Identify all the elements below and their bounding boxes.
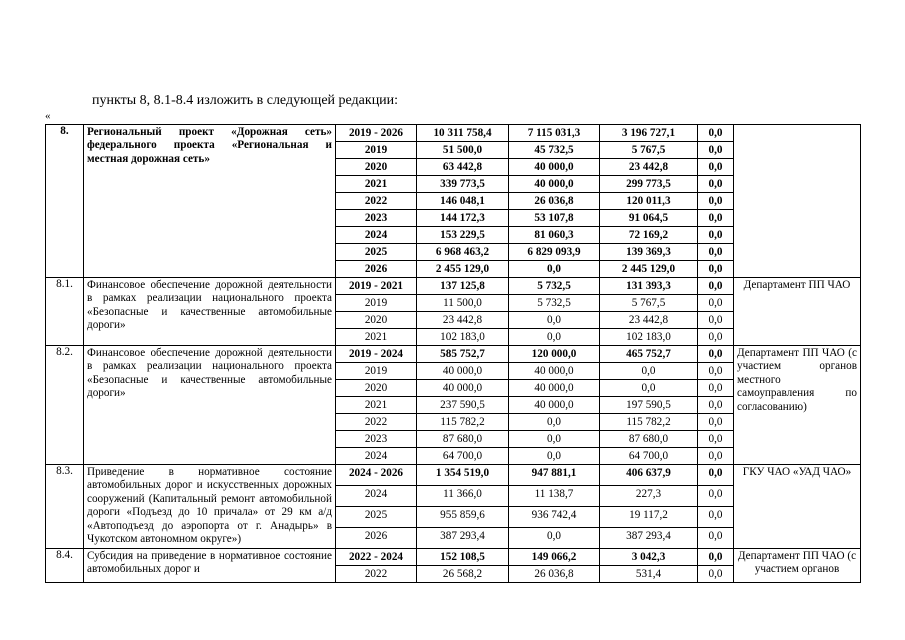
regional-cell: 5 767,5 <box>600 295 698 312</box>
other-cell: 0,0 <box>698 261 734 278</box>
total-cell: 87 680,0 <box>417 431 509 448</box>
period-cell: 2022 - 2024 <box>336 548 417 565</box>
other-cell: 0,0 <box>698 295 734 312</box>
other-cell: 0,0 <box>698 159 734 176</box>
other-cell: 0,0 <box>698 346 734 363</box>
total-cell: 23 442,8 <box>417 312 509 329</box>
regional-cell: 23 442,8 <box>600 159 698 176</box>
period-cell: 2024 - 2026 <box>336 465 417 486</box>
total-cell: 237 590,5 <box>417 397 509 414</box>
period-cell: 2021 <box>336 397 417 414</box>
federal-cell: 26 036,8 <box>509 193 600 210</box>
item-name: Приведение в нормативное состояние автомобильных дорог и искусственных дорожных сооружений (Капитальный ремонт автомобильной дороги «Подъезд до 10 причала» от 29 км а/д «Автоподъезд до аэропорта от г. Анадырь» в Чукотском автономном округе») <box>84 465 336 549</box>
table-row <box>46 278 861 295</box>
total-cell: 585 752,7 <box>417 346 509 363</box>
table-row <box>46 548 861 565</box>
period-cell: 2024 <box>336 448 417 465</box>
federal-cell: 40 000,0 <box>509 397 600 414</box>
intro-text: пункты 8, 8.1-8.4 изложить в следующей редакции: <box>92 93 399 108</box>
total-cell: 2 455 129,0 <box>417 261 509 278</box>
federal-cell: 0,0 <box>509 329 600 346</box>
federal-cell: 45 732,5 <box>509 142 600 159</box>
period-cell: 2020 <box>336 159 417 176</box>
item-number: 8.3. <box>46 465 84 549</box>
total-cell: 955 859,6 <box>417 506 509 527</box>
federal-cell: 149 066,2 <box>509 548 600 565</box>
regional-cell: 0,0 <box>600 363 698 380</box>
period-cell: 2022 <box>336 414 417 431</box>
federal-cell: 81 060,3 <box>509 227 600 244</box>
federal-cell: 0,0 <box>509 414 600 431</box>
federal-cell: 6 829 093,9 <box>509 244 600 261</box>
period-cell: 2023 <box>336 210 417 227</box>
period-cell: 2023 <box>336 431 417 448</box>
other-cell: 0,0 <box>698 485 734 506</box>
period-cell: 2021 <box>336 329 417 346</box>
total-cell: 115 782,2 <box>417 414 509 431</box>
federal-cell: 936 742,4 <box>509 506 600 527</box>
regional-cell: 5 767,5 <box>600 142 698 159</box>
total-cell: 102 183,0 <box>417 329 509 346</box>
federal-cell: 0,0 <box>509 261 600 278</box>
item-number: 8.1. <box>46 278 84 346</box>
period-cell: 2025 <box>336 506 417 527</box>
responsible-executor: Департамент ПП ЧАО (с участием органов местного самоуправления по согласованию) <box>734 346 861 465</box>
item-name: Финансовое обеспечение дорожной деятельности в рамках реализации национального проекта «Безопасные и качественные автомобильные дороги» <box>84 278 336 346</box>
responsible-executor: Департамент ПП ЧАО (с участием органов <box>734 548 861 582</box>
federal-cell: 11 138,7 <box>509 485 600 506</box>
responsible-executor <box>734 125 861 278</box>
program-table-body <box>46 125 861 583</box>
total-cell: 11 500,0 <box>417 295 509 312</box>
other-cell: 0,0 <box>698 548 734 565</box>
federal-cell: 53 107,8 <box>509 210 600 227</box>
other-cell: 0,0 <box>698 565 734 582</box>
period-cell: 2021 <box>336 176 417 193</box>
regional-cell: 23 442,8 <box>600 312 698 329</box>
total-cell: 40 000,0 <box>417 380 509 397</box>
period-cell: 2020 <box>336 380 417 397</box>
period-cell: 2024 <box>336 227 417 244</box>
regional-cell: 91 064,5 <box>600 210 698 227</box>
regional-cell: 120 011,3 <box>600 193 698 210</box>
other-cell: 0,0 <box>698 527 734 548</box>
other-cell: 0,0 <box>698 448 734 465</box>
regional-cell: 0,0 <box>600 380 698 397</box>
program-table <box>45 124 861 583</box>
period-cell: 2019 - 2026 <box>336 125 417 142</box>
other-cell: 0,0 <box>698 414 734 431</box>
other-cell: 0,0 <box>698 227 734 244</box>
federal-cell: 40 000,0 <box>509 363 600 380</box>
period-cell: 2022 <box>336 565 417 582</box>
item-name: Субсидия на приведение в нормативное состояние автомобильных дорог и <box>84 548 336 582</box>
total-cell: 10 311 758,4 <box>417 125 509 142</box>
federal-cell: 0,0 <box>509 312 600 329</box>
regional-cell: 465 752,7 <box>600 346 698 363</box>
regional-cell: 3 196 727,1 <box>600 125 698 142</box>
total-cell: 152 108,5 <box>417 548 509 565</box>
total-cell: 146 048,1 <box>417 193 509 210</box>
federal-cell: 0,0 <box>509 448 600 465</box>
period-cell: 2026 <box>336 527 417 548</box>
regional-cell: 115 782,2 <box>600 414 698 431</box>
total-cell: 63 442,8 <box>417 159 509 176</box>
other-cell: 0,0 <box>698 125 734 142</box>
regional-cell: 64 700,0 <box>600 448 698 465</box>
total-cell: 26 568,2 <box>417 565 509 582</box>
other-cell: 0,0 <box>698 380 734 397</box>
responsible-executor: ГКУ ЧАО «УАД ЧАО» <box>734 465 861 549</box>
table-row <box>46 346 861 363</box>
regional-cell: 3 042,3 <box>600 548 698 565</box>
item-number: 8. <box>46 125 84 278</box>
federal-cell: 7 115 031,3 <box>509 125 600 142</box>
period-cell: 2019 <box>336 295 417 312</box>
item-name: Финансовое обеспечение дорожной деятельности в рамках реализации национального проекта «Безопасные и качественные автомобильные дороги» <box>84 346 336 465</box>
regional-cell: 387 293,4 <box>600 527 698 548</box>
other-cell: 0,0 <box>698 193 734 210</box>
other-cell: 0,0 <box>698 142 734 159</box>
regional-cell: 72 169,2 <box>600 227 698 244</box>
total-cell: 153 229,5 <box>417 227 509 244</box>
item-name: Региональный проект «Дорожная сеть» федерального проекта «Региональная и местная дорожная сеть» <box>84 125 336 278</box>
regional-cell: 406 637,9 <box>600 465 698 486</box>
period-cell: 2025 <box>336 244 417 261</box>
other-cell: 0,0 <box>698 210 734 227</box>
responsible-executor: Департамент ПП ЧАО <box>734 278 861 346</box>
other-cell: 0,0 <box>698 312 734 329</box>
period-cell: 2024 <box>336 485 417 506</box>
regional-cell: 299 773,5 <box>600 176 698 193</box>
period-cell: 2019 <box>336 142 417 159</box>
federal-cell: 5 732,5 <box>509 295 600 312</box>
period-cell: 2019 - 2021 <box>336 278 417 295</box>
regional-cell: 197 590,5 <box>600 397 698 414</box>
total-cell: 6 968 463,2 <box>417 244 509 261</box>
other-cell: 0,0 <box>698 329 734 346</box>
other-cell: 0,0 <box>698 278 734 295</box>
total-cell: 40 000,0 <box>417 363 509 380</box>
regional-cell: 131 393,3 <box>600 278 698 295</box>
total-cell: 1 354 519,0 <box>417 465 509 486</box>
total-cell: 144 172,3 <box>417 210 509 227</box>
other-cell: 0,0 <box>698 465 734 486</box>
item-number: 8.4. <box>46 548 84 582</box>
federal-cell: 0,0 <box>509 527 600 548</box>
regional-cell: 139 369,3 <box>600 244 698 261</box>
period-cell: 2022 <box>336 193 417 210</box>
regional-cell: 227,3 <box>600 485 698 506</box>
federal-cell: 40 000,0 <box>509 176 600 193</box>
federal-cell: 40 000,0 <box>509 380 600 397</box>
other-cell: 0,0 <box>698 176 734 193</box>
period-cell: 2019 - 2024 <box>336 346 417 363</box>
total-cell: 51 500,0 <box>417 142 509 159</box>
regional-cell: 87 680,0 <box>600 431 698 448</box>
total-cell: 387 293,4 <box>417 527 509 548</box>
total-cell: 11 366,0 <box>417 485 509 506</box>
other-cell: 0,0 <box>698 397 734 414</box>
other-cell: 0,0 <box>698 244 734 261</box>
regional-cell: 531,4 <box>600 565 698 582</box>
federal-cell: 40 000,0 <box>509 159 600 176</box>
federal-cell: 26 036,8 <box>509 565 600 582</box>
period-cell: 2026 <box>336 261 417 278</box>
regional-cell: 19 117,2 <box>600 506 698 527</box>
federal-cell: 120 000,0 <box>509 346 600 363</box>
period-cell: 2020 <box>336 312 417 329</box>
regional-cell: 2 445 129,0 <box>600 261 698 278</box>
opening-quote: « <box>45 110 51 122</box>
total-cell: 137 125,8 <box>417 278 509 295</box>
federal-cell: 0,0 <box>509 431 600 448</box>
total-cell: 339 773,5 <box>417 176 509 193</box>
table-row <box>46 125 861 142</box>
federal-cell: 947 881,1 <box>509 465 600 486</box>
other-cell: 0,0 <box>698 363 734 380</box>
table-row <box>46 465 861 486</box>
federal-cell: 5 732,5 <box>509 278 600 295</box>
period-cell: 2019 <box>336 363 417 380</box>
other-cell: 0,0 <box>698 431 734 448</box>
regional-cell: 102 183,0 <box>600 329 698 346</box>
item-number: 8.2. <box>46 346 84 465</box>
other-cell: 0,0 <box>698 506 734 527</box>
total-cell: 64 700,0 <box>417 448 509 465</box>
